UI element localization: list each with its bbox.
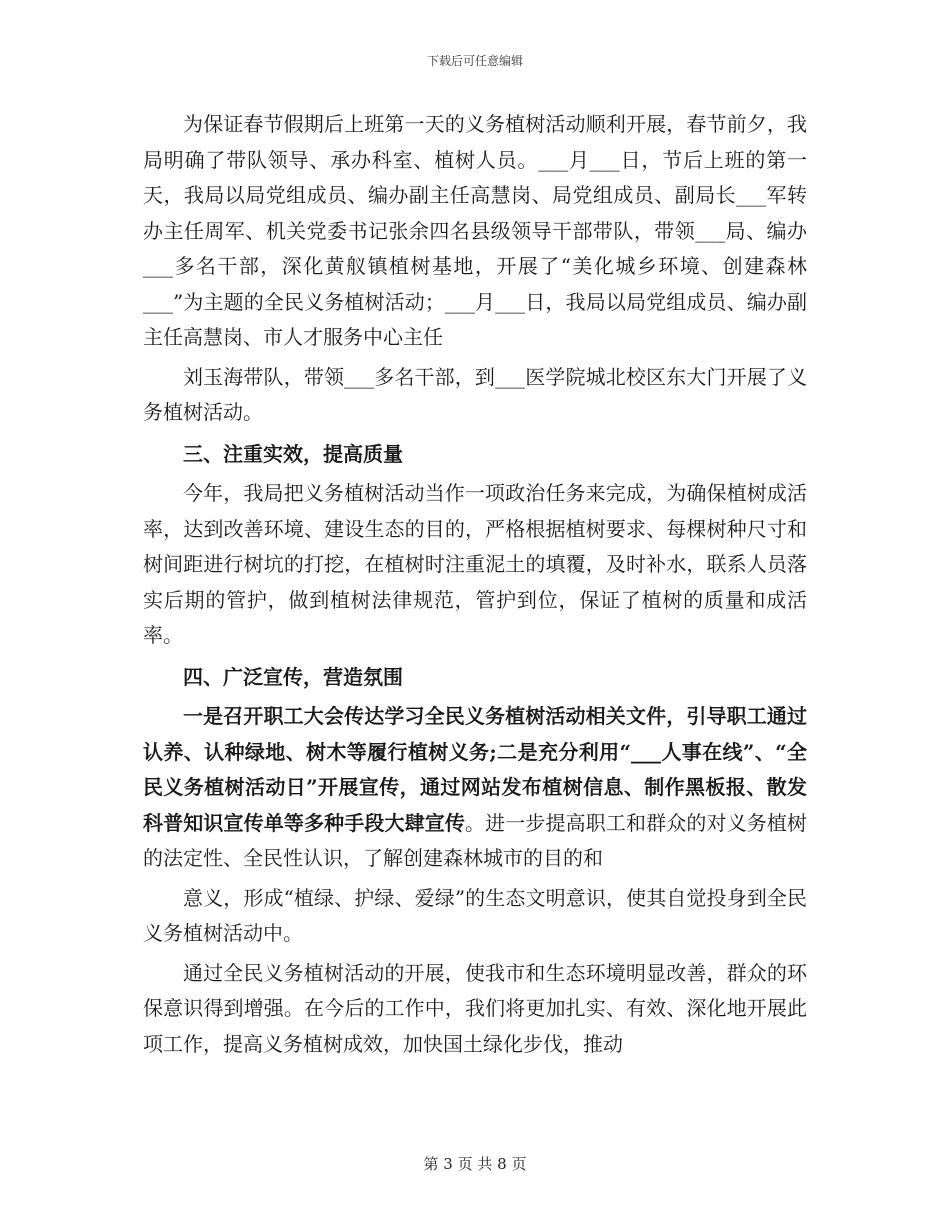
- paragraph-2: 刘玉海带队，带领___多名干部，到___医学院城北校区东大门开展了义务植树活动。: [143, 364, 807, 424]
- section-heading-4: 四、广泛宣传，营造氛围: [183, 664, 403, 689]
- section-4-paragraph-1: [143, 699, 807, 877]
- bold-text: 一是召开职工大会传达学习全民义务植树活动相关文件，引导职工通过认养、认种绿地、树木等履行植树义务;二是充分利用“___人事在线”、“全民义务植树活动日”开展宣传，通过网站发布植树信息、制作黑板报、散发科普知识宣传单等多种手段大肆宣传: [143, 704, 807, 835]
- normal-text: 。进一步提高职工和群众的对义务植树的法定性、全民性认识，了解创建森林城市的目的和: [143, 810, 807, 870]
- section-heading-3: 三、注重实效，提高质量: [183, 441, 403, 466]
- section-4-paragraph-2: 意义，形成“植绿、护绿、爱绿”的生态文明意识，使其自觉投身到全民义务植树活动中。: [143, 885, 807, 945]
- page-header: 下载后可任意编辑: [426, 54, 523, 68]
- section-4-paragraph-3: 通过全民义务植树活动的开展，使我市和生态环境明显改善，群众的环保意识得到增强。在今后的工作中，我们将更加扎实、有效、深化地开展此项工作，提高义务植树成效，加快国土绿化步伐，推动: [143, 960, 807, 1056]
- paragraph-1: 为保证春节假期后上班第一天的义务植树活动顺利开展，春节前夕，我局明确了带队领导、承办科室、植树人员。___月___日，节后上班的第一天，我局以局党组成员、编办副主任高慧岗、局党组成员、副局长___军转办主任周军、机关党委书记张余四名县级领导干部带队，带领___局、编办___多名干部，深化黄舣镇植树基地，开展了“美化城乡环境、创建森林___”为主题的全民义务植树活动；___月___日，我局以局党组成员、编办副主任高慧岗、市人才服务中心主任: [143, 112, 807, 349]
- section-3-paragraph: 今年，我局把义务植树活动当作一项政治任务来完成，为确保植树成活率，达到改善环境、建设生态的目的，严格根据植树要求、每棵树种尺寸和树间距进行树坑的打挖，在植树时注重泥土的填覆，及时补水，联系人员落实后期的管护，做到植树法律规范，管护到位，保证了植树的质量和成活率。: [143, 481, 807, 647]
- document-body: [143, 107, 807, 1062]
- page-footer: 第 3 页 共 8 页: [423, 1155, 527, 1173]
